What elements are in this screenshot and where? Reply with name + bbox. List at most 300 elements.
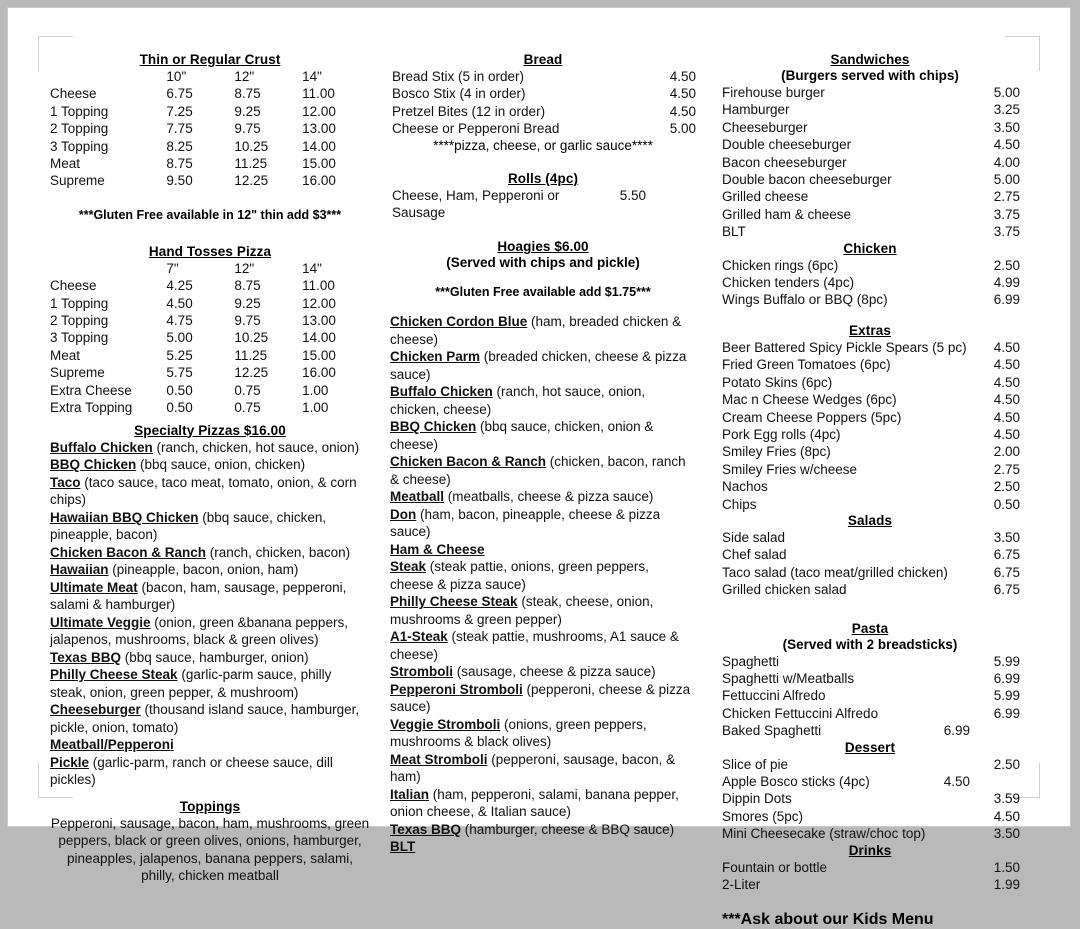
item-name: Smores (5pc): [722, 808, 804, 824]
price-row: [720, 443, 1020, 460]
item-name: Fried Green Tomatoes (6pc): [722, 357, 891, 373]
list-item: [50, 666, 370, 701]
pasta-subtitle: (Served with 2 breadsticks): [782, 636, 958, 652]
list-item: [50, 439, 370, 457]
salads-list: [720, 529, 1020, 599]
item-price: 0.75: [234, 400, 261, 416]
table-row: [50, 120, 370, 137]
item-description: (steak pattie, mushrooms, A1 sauce & cheese): [390, 629, 679, 662]
item-name: Texas BBQ: [50, 649, 122, 665]
item-name: Nachos: [722, 479, 768, 495]
item-name: Taco salad (taco meat/grilled chicken): [722, 564, 948, 580]
hand-tossed-price-table: [50, 260, 370, 417]
table-row: [50, 85, 370, 102]
table-row: [50, 295, 370, 312]
item-name: 3 Topping: [50, 330, 109, 346]
item-name: Chicken tenders (4pc): [722, 275, 855, 291]
item-name: Cheese or Pepperoni Bread: [392, 121, 560, 137]
item-price: 6.75: [166, 86, 193, 102]
table-row: [50, 347, 370, 364]
item-price: 2.00: [993, 444, 1020, 460]
list-item: [390, 383, 696, 418]
price-row: [720, 790, 1020, 807]
item-price: 12.00: [302, 295, 336, 311]
item-price: 9.50: [166, 173, 193, 189]
item-name: 2 Topping: [50, 121, 109, 137]
item-name: Grilled cheese: [722, 189, 809, 205]
price-row: [720, 670, 1020, 687]
item-name: Chicken Bacon & Ranch: [50, 544, 207, 560]
item-price: 3.59: [993, 791, 1020, 807]
item-name: Extra Topping: [50, 400, 133, 416]
item-name: Smiley Fries w/cheese: [722, 461, 858, 477]
table-row: [50, 172, 370, 189]
list-item: [390, 488, 696, 506]
item-price: 7.25: [166, 103, 193, 119]
gluten-free-note-hoagies: ***Gluten Free available add $1.75***: [435, 285, 651, 300]
section-heading-sandwiches: Sandwiches: [830, 52, 910, 67]
price-row: [720, 426, 1020, 443]
size-header: 14": [302, 69, 322, 84]
item-name: Firehouse burger: [722, 85, 825, 100]
price-row: [720, 391, 1020, 408]
item-name: Baked Spaghetti: [722, 723, 822, 739]
table-corner-cell: [50, 68, 164, 85]
list-item: [390, 593, 696, 628]
item-name: Potato Skins (6pc): [722, 374, 833, 390]
item-name: Smiley Fries (8pc): [722, 444, 831, 460]
item-description: (chicken, bacon, ranch & cheese): [390, 454, 686, 487]
size-header: 14": [302, 260, 322, 276]
list-item: [50, 509, 370, 544]
price-row: [720, 722, 1020, 739]
item-price: 5.00: [993, 172, 1020, 188]
item-name: Slice of pie: [722, 756, 789, 772]
item-description: (ham, pepperoni, salami, banana pepper, onion cheese, & Italian sauce): [390, 786, 679, 820]
item-price: 8.75: [234, 86, 261, 102]
item-description: (ham, breaded chicken & cheese): [390, 314, 682, 347]
item-price: 16.00: [302, 365, 336, 381]
price-row: [720, 564, 1020, 581]
item-price: 4.25: [166, 278, 193, 294]
sandwiches-list: [720, 84, 1020, 241]
item-description: (breaded chicken, cheese & pizza sauce): [390, 349, 687, 382]
item-description: (onions, green peppers, mushrooms & black olives): [390, 716, 647, 750]
item-price: 4.75: [166, 313, 193, 329]
item-description: (bbq sauce, chicken, pineapple, bacon): [50, 509, 327, 542]
thin-crust-price-table: [50, 68, 370, 190]
item-name: 1 Topping: [50, 295, 109, 311]
specialty-pizza-list: [50, 439, 370, 789]
item-name: Cheeseburger: [50, 702, 141, 717]
price-row: [720, 188, 1020, 205]
item-description: (pepperoni, cheese & pizza sauce): [390, 681, 691, 715]
item-description: (sausage, cheese & pizza sauce): [453, 664, 656, 680]
table-row: [50, 312, 370, 329]
item-name: Chicken Bacon & Ranch: [390, 454, 547, 470]
price-row: [720, 859, 1020, 876]
item-price: 9.25: [234, 103, 261, 119]
list-item: [50, 649, 370, 667]
item-price: 5.25: [166, 347, 193, 363]
item-description: (ranch, hot sauce, onion, chicken, cheese): [390, 384, 646, 417]
item-name: 2 Topping: [50, 313, 109, 329]
price-row: [720, 687, 1020, 704]
item-price: 6.99: [993, 705, 1020, 721]
item-price: 4.50: [993, 137, 1020, 153]
column-bread-hoagies: [390, 52, 696, 856]
price-row: [720, 136, 1020, 153]
item-name: Ultimate Veggie: [50, 614, 151, 630]
item-name: Pork Egg rolls (4pc): [722, 426, 841, 442]
item-price: 14.00: [302, 330, 336, 346]
table-row: [50, 138, 370, 155]
item-name: Chicken Fettuccini Alfredo: [722, 705, 879, 721]
item-name: BLT: [722, 224, 746, 240]
table-row: [50, 277, 370, 294]
list-item: [390, 506, 696, 541]
item-name: Grilled ham & cheese: [722, 206, 852, 222]
item-name: Cheese: [50, 278, 97, 294]
list-item: [390, 821, 696, 839]
item-description: (ranch, chicken, bacon): [206, 544, 351, 560]
item-price: 13.00: [302, 313, 336, 329]
item-name: Bosco Stix (4 in order): [392, 86, 526, 102]
extras-list: [720, 339, 1020, 513]
price-row: [720, 291, 1020, 308]
price-row: [720, 529, 1020, 546]
item-name: BBQ Chicken: [390, 419, 477, 435]
item-price: 3.75: [993, 224, 1020, 240]
item-price: 5.00: [993, 85, 1020, 100]
item-price: 4.50: [993, 409, 1020, 425]
price-row: [720, 409, 1020, 426]
table-header-row: [50, 260, 370, 277]
item-name: Ultimate Meat: [50, 579, 138, 595]
price-row: [720, 756, 1020, 773]
thin-crust-rows: [50, 85, 370, 189]
item-price: 4.50: [993, 339, 1020, 355]
item-name: Buffalo Chicken: [390, 384, 493, 400]
list-item: [50, 754, 370, 789]
item-description: (bacon, ham, sausage, pepperoni, salami & hamburger): [50, 579, 347, 612]
section-heading-bread: Bread: [523, 52, 563, 67]
item-price: 4.50: [993, 392, 1020, 408]
item-price: 9.75: [234, 313, 261, 329]
item-name: Supreme: [50, 365, 105, 381]
item-price: 12.25: [234, 365, 269, 381]
hand-tossed-rows: [50, 277, 370, 416]
section-heading-hand-tossed: Hand Tosses Pizza: [148, 243, 272, 259]
item-name: A1-Steak: [390, 629, 448, 645]
item-name: Stromboli: [390, 664, 453, 680]
item-name: Fettuccini Alfredo: [722, 688, 826, 704]
item-price: 12.25: [234, 173, 269, 189]
item-name: Meat: [50, 347, 81, 363]
price-row: [720, 478, 1020, 495]
item-description: (garlic-parm, ranch or cheese sauce, dill pickles): [50, 754, 333, 787]
table-corner-cell: [50, 260, 164, 277]
price-row: [720, 154, 1020, 171]
list-item: [50, 561, 370, 579]
item-name: Chicken Cordon Blue: [390, 314, 528, 330]
item-name: Cheese, Ham, Pepperoni or Sausage: [392, 187, 560, 221]
item-name: Spaghetti w/Meatballs: [722, 670, 855, 686]
item-name: BBQ Chicken: [50, 457, 137, 472]
section-heading-rolls: Rolls (4pc): [507, 170, 579, 186]
item-name: Bread Stix (5 in order): [392, 69, 525, 84]
section-heading-chicken: Chicken: [843, 240, 897, 256]
item-name: Pretzel Bites (12 in order): [392, 103, 546, 119]
table-row: [50, 155, 370, 172]
item-price: 6.99: [943, 723, 970, 739]
price-row: [720, 705, 1020, 722]
list-item: [390, 313, 696, 348]
item-price: 0.50: [993, 496, 1020, 512]
item-price: 1.00: [302, 382, 329, 398]
section-heading-toppings: Toppings: [179, 798, 241, 814]
item-description: (bbq sauce, onion, chicken): [136, 457, 306, 472]
item-price: 7.75: [166, 121, 193, 137]
item-name: Mac n Cheese Wedges (6pc): [722, 392, 897, 408]
item-price: 1.50: [993, 859, 1020, 875]
section-heading-specialty-pizzas: Specialty Pizzas $16.00: [134, 422, 286, 438]
item-name: Pepperoni Stromboli: [390, 681, 523, 697]
hoagie-list: [390, 313, 696, 856]
item-price: 4.50: [166, 295, 193, 311]
list-item: [390, 558, 696, 593]
item-name: Grilled chicken salad: [722, 582, 847, 598]
table-row: [50, 329, 370, 346]
item-name: Bacon cheeseburger: [722, 154, 847, 170]
item-name: Fountain or bottle: [722, 859, 828, 875]
gluten-free-note-pizza: ***Gluten Free available in 12" thin add $3***: [78, 207, 342, 222]
item-price: 15.00: [302, 347, 336, 363]
item-price: 4.50: [943, 774, 970, 789]
item-name: Cheese: [50, 86, 97, 102]
list-item: [50, 544, 370, 562]
item-price: 3.50: [993, 826, 1020, 842]
item-price: 3.50: [993, 529, 1020, 545]
list-item: [50, 579, 370, 614]
bread-sauce-note: ****pizza, cheese, or garlic sauce****: [433, 137, 653, 153]
menu-columns: [8, 8, 1070, 929]
price-row: [720, 773, 1020, 790]
item-price: 5.00: [669, 121, 696, 137]
item-price: 9.25: [234, 295, 261, 311]
item-description: (ranch, chicken, hot sauce, onion): [152, 439, 360, 455]
item-name: 2-Liter: [722, 877, 761, 893]
menu-page: [8, 8, 1070, 929]
list-item: [50, 456, 370, 474]
table-row: [50, 364, 370, 381]
price-row: [720, 119, 1020, 136]
item-price: 11.25: [234, 347, 268, 363]
price-row: [720, 876, 1020, 893]
item-price: 4.50: [669, 86, 696, 102]
table-row: [50, 399, 370, 416]
list-item: [390, 541, 696, 559]
item-price: 4.50: [993, 426, 1020, 442]
item-name: Wings Buffalo or BBQ (8pc): [722, 292, 888, 308]
list-item: [390, 751, 696, 786]
price-row: [720, 496, 1020, 513]
item-name: Meat: [50, 156, 81, 172]
price-row: [720, 339, 1020, 356]
item-name: Double cheeseburger: [722, 137, 852, 153]
item-price: 5.00: [166, 330, 193, 346]
drinks-list: [720, 859, 1020, 894]
item-price: 13.00: [302, 121, 336, 137]
item-name: Spaghetti: [722, 653, 780, 669]
item-name: Philly Cheese Steak: [50, 667, 178, 682]
kids-menu-note: ***Ask about our Kids Menu: [722, 911, 934, 929]
price-row: [720, 653, 1020, 670]
item-name: Chips: [722, 496, 757, 512]
item-price: 4.50: [993, 357, 1020, 373]
price-row: [720, 206, 1020, 223]
price-row: [390, 187, 696, 222]
table-row: [50, 382, 370, 399]
price-row: [720, 374, 1020, 391]
price-row: [720, 101, 1020, 118]
rolls-list: [390, 187, 696, 222]
item-name: Philly Cheese Steak: [390, 594, 518, 610]
list-item: [390, 663, 696, 681]
price-row: [720, 581, 1020, 598]
size-header: 7": [166, 260, 179, 276]
item-description: (thousand island sauce, hamburger, pickle, onion, tomato): [50, 702, 360, 735]
price-row: [720, 257, 1020, 274]
item-price: 5.99: [993, 653, 1020, 669]
item-name: Hawaiian BBQ Chicken: [50, 509, 199, 525]
item-name: Apple Bosco sticks (4pc): [722, 774, 870, 789]
item-price: 5.75: [166, 365, 193, 381]
price-row: [720, 171, 1020, 188]
item-name: Texas BBQ: [390, 821, 462, 837]
item-name: Supreme: [50, 173, 105, 189]
item-price: 6.75: [993, 582, 1020, 598]
table-row: [50, 103, 370, 120]
item-name: Cheeseburger: [722, 119, 808, 135]
item-price: 0.50: [166, 400, 193, 416]
price-row: [720, 808, 1020, 825]
item-description: (bbq sauce, chicken, onion & cheese): [390, 419, 654, 452]
item-name: Italian: [390, 786, 430, 802]
item-name: Double bacon cheeseburger: [722, 172, 892, 188]
list-item: [390, 418, 696, 453]
section-heading-thin-crust: Thin or Regular Crust: [139, 52, 281, 67]
item-name: Taco: [50, 474, 81, 490]
pasta-list: [720, 653, 1020, 740]
item-price: 0.50: [166, 382, 193, 398]
size-header: 12": [234, 260, 255, 276]
section-heading-hoagies: Hoagies $6.00: [497, 239, 589, 255]
item-price: 4.00: [993, 154, 1020, 170]
list-item: [50, 614, 370, 649]
chicken-list: [720, 257, 1020, 309]
item-description: (meatballs, cheese & pizza sauce): [444, 489, 654, 505]
item-description: (pineapple, bacon, onion, ham): [108, 562, 299, 577]
item-price: 11.00: [302, 86, 335, 102]
price-row: [390, 103, 696, 120]
item-name: 3 Topping: [50, 138, 109, 154]
item-price: 6.99: [993, 292, 1020, 308]
item-price: 4.99: [993, 275, 1020, 291]
size-header: 10": [166, 69, 187, 84]
item-price: 10.25: [234, 138, 269, 154]
item-name: Extra Cheese: [50, 382, 132, 398]
item-name: Chef salad: [722, 547, 787, 563]
item-name: Hamburger: [722, 102, 790, 118]
toppings-text: Pepperoni, sausage, bacon, ham, mushrooms, green peppers, black or green olives, onions, hamburger, pineapples, jalapenos, banana peppers, salami, philly, chicken meatball: [50, 815, 370, 883]
size-header: 12": [234, 69, 255, 84]
section-heading-extras: Extras: [849, 322, 891, 338]
list-item: [390, 716, 696, 751]
item-name: Dippin Dots: [722, 791, 792, 807]
list-item: [390, 348, 696, 383]
item-price: 3.25: [993, 102, 1020, 118]
item-price: 8.75: [166, 156, 193, 172]
price-row: [720, 461, 1020, 478]
item-name: Steak: [390, 559, 427, 575]
item-description: (bbq sauce, hamburger, onion): [121, 649, 309, 665]
price-row: [720, 223, 1020, 240]
hoagies-subtitle: (Served with chips and pickle): [446, 255, 640, 271]
price-row: [390, 120, 696, 137]
column-sandwiches-sides: [720, 52, 1020, 929]
item-price: 11.25: [234, 156, 268, 172]
item-name: 1 Topping: [50, 103, 109, 119]
item-price: 4.50: [993, 374, 1020, 390]
item-price: 5.50: [619, 187, 646, 203]
item-price: 10.25: [234, 330, 269, 346]
item-description: (garlic-parm sauce, philly steak, onion, green pepper, & mushroom): [50, 667, 332, 700]
item-description: (pepperoni, sausage, bacon, & ham): [390, 751, 676, 785]
list-item: [390, 628, 696, 663]
item-name: Meat Stromboli: [390, 751, 488, 767]
item-price: 6.99: [993, 670, 1020, 686]
item-price: 2.50: [993, 479, 1020, 495]
list-item: [390, 786, 696, 821]
item-name: Hawaiian: [50, 562, 109, 577]
column-pizza: [50, 52, 370, 885]
item-price: 4.50: [669, 69, 696, 84]
sandwiches-subtitle: (Burgers served with chips): [781, 68, 959, 83]
item-name: Meatball: [390, 489, 445, 505]
item-price: 8.75: [234, 278, 261, 294]
item-name: Chicken rings (6pc): [722, 257, 839, 273]
item-price: 1.99: [993, 877, 1020, 893]
dessert-list: [720, 756, 1020, 843]
price-row: [390, 68, 696, 85]
item-description: (steak, cheese, onion, mushrooms & green pepper): [390, 594, 654, 627]
item-name: Mini Cheesecake (straw/choc top): [722, 826, 926, 842]
item-price: 9.75: [234, 121, 261, 137]
item-name: Chicken Parm: [390, 349, 481, 365]
list-item: [390, 453, 696, 488]
item-price: 4.50: [669, 103, 696, 119]
item-description: (taco sauce, taco meat, tomato, onion, & corn chips): [50, 474, 357, 507]
section-heading-drinks: Drinks: [848, 842, 892, 858]
list-item: [390, 681, 696, 716]
item-name: Don: [390, 506, 417, 522]
item-price: 11.00: [302, 278, 335, 294]
table-header-row: [50, 68, 370, 85]
item-price: 2.75: [993, 189, 1020, 205]
price-row: [720, 356, 1020, 373]
section-heading-salads: Salads: [847, 512, 893, 528]
